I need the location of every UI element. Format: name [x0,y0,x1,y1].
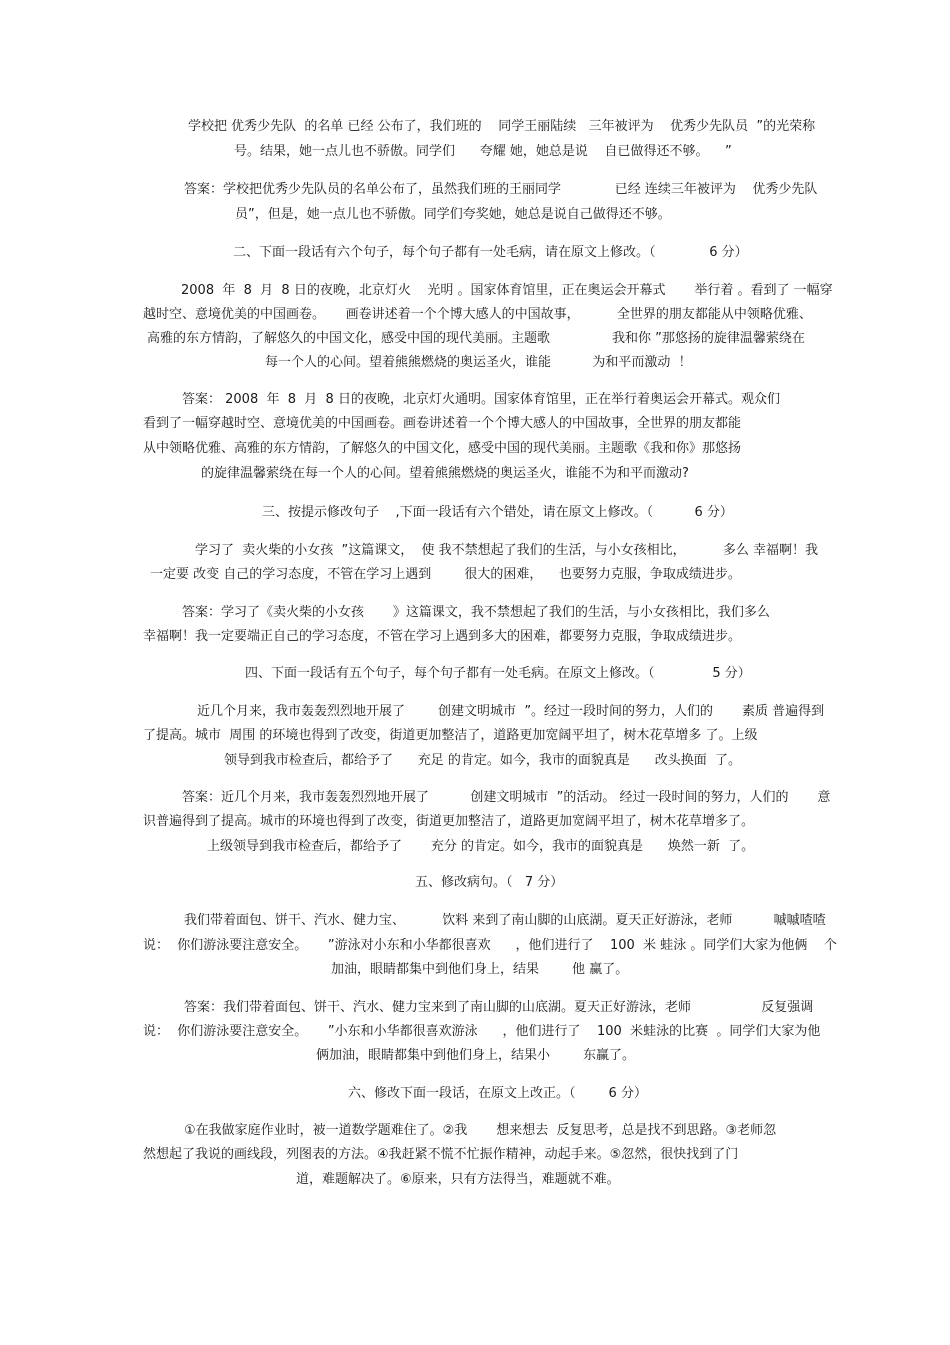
text-line: 的旋律温馨萦绕在每一个人的心间。望着熊熊燃烧的奥运圣火，谁能不为和平而激动? [201,466,689,481]
text-line: 道，难题解决了。⑥原来，只有方法得当，难题就不难。 [296,1172,620,1187]
text-line: 近几个月来，我市轰轰烈烈地开展了 创建文明城市 ”。经过一段时间的努力，人们的 素质 普遍得到 [197,704,825,719]
text-line: 2008 年 8 月 8 日的夜晚，北京灯火 光明 。国家体育馆里，正在奥运会开幕式 举行着 。看到了 一幅穿 [181,283,833,298]
text-line: 号。结果，她一点儿也不骄傲。同学们 夸耀 她，她总是说 自已做得还不够。 ” [234,144,732,159]
text-line: 我们带着面包、饼干、汽水、健力宝、 饮料 来到了南山脚的山底湖。夏天正好游泳，老师 嘁嘁喳喳 [184,913,826,928]
text-line: ①在我做家庭作业时，被一道数学题难住了。②我 想来想去 反复思考，总是找不到思路。③老师忽 [184,1123,777,1138]
text-line: 俩加油，眼睛都集中到他们身上，结果小 东赢了。 [316,1048,636,1063]
text-line: 答案： 2008 年 8 月 8 日的夜晚，北京灯火通明。国家体育馆里，正在举行着奥运会开幕式。观众们 [182,392,780,407]
text-line: 一定要 改变 自己的学习态度，不管在学习上遇到 很大的困难， 也要努力克服，争取成绩进步。 [150,567,741,582]
text-line: 领导到我市检查后，都给予了 充足 的肯定。如今，我市的面貌真是 改头换面 了。 [224,753,741,768]
text-line: 越时空、意境优美的中国画卷。 画卷讲述着一个个博大感人的中国故事， 全世界的朋友都能从中领略优雅、 [143,307,812,322]
text-line: 答案：学校把优秀少先队员的名单公布了，虽然我们班的王丽同学 已经 连续三年被评为 优秀少先队 [184,182,818,197]
text-line: 然想起了我说的画线段，列图表的方法。④我赶紧不慌不忙振作精神，动起手来。⑤忽然，很快找到了门 [143,1147,739,1162]
text-line: 了提高。城市 周围 的环境也得到了改变，街道更加整洁了，道路更加宽阔平坦了，树木花草增多 了。上级 [143,728,758,743]
section-heading: 五、修改病句。（ 7 分） [415,875,564,890]
text-line: 答案：近几个月来，我市轰轰烈烈地开展了 创建文明城市 ”的活动。 经过一段时间的努力，人们的 意 [182,790,831,805]
text-line: 学习了 卖火柴的小女孩 ”这篇课文， 使 我不禁想起了我们的生活，与小女孩相比， 多么 幸福啊！我 [195,543,818,558]
text-line: 每一个人的心间。望着熊熊燃烧的奥运圣火，谁能 为和平而激动 ！ [265,355,692,370]
text-line: 答案：学习了《卖火柴的小女孩 》这篇课文，我不禁想起了我们的生活，与小女孩相比，我们多么 [182,605,770,620]
section-heading: 六、修改下面一段话，在原文上改正。（ 6 分） [348,1086,647,1101]
text-line: 高雅的东方情韵，了解悠久的中国文化，感受中国的现代美丽。主题歌 我和你 ”那悠扬的旋律温馨萦绕在 [147,331,805,346]
text-line: 上级领导到我市检查后，都给予了 充分 的肯定。如今，我市的面貌真是 焕然一新 了。 [207,839,755,854]
text-line: 加油，眼睛都集中到他们身上，结果 他 赢了。 [331,962,629,977]
text-line: 从中领略优雅、高雅的东方情韵，了解悠久的中国文化，感受中国的现代美丽。主题歌《我和你》那悠扬 [143,441,742,456]
section-heading: 四、下面一段话有五个句子，每个句子都有一处毛病。在原文上修改。（ 5 分） [245,666,751,681]
text-line: 员”，但是，她一点儿也不骄傲。同学们夸奖她，她总是说自己做得还不够。 [235,207,671,222]
section-heading: 三、按提示修改句子 ,下面一段话有六个错处，请在原文上修改。（ 6 分） [262,505,733,520]
text-line: 识普遍得到了提高。城市的环境也得到了改变，街道更加整洁了，道路更加宽阔平坦了，树木花草增多了。 [143,814,755,829]
text-line: 看到了一幅穿越时空、意境优美的中国画卷。画卷讲述着一个个博大感人的中国故事，全世界的朋友都能 [143,416,742,431]
text-line: 说： 你们游泳要注意安全。 ”游泳对小东和小华都很喜欢 ，他们进行了 100 米 蛙泳 。同学们大家为他俩 个 [143,938,837,953]
section-heading: 二、下面一段话有六个句子，每个句子都有一处毛病，请在原文上修改。（ 6 分） [233,245,748,260]
text-line: 答案：我们带着面包、饼干、汽水、健力宝来到了南山脚的山底湖。夏天正好游泳，老师 反复强调 [184,1000,814,1015]
text-line: 学校把 优秀少先队 的名单 已经 公布了，我们班的 同学王丽陆续 三年被评为 优秀少先队员 ”的光荣称 [188,119,816,134]
text-line: 幸福啊！我一定要端正自己的学习态度，不管在学习上遇到多大的困难，都要努力克服，争取成绩进步。 [143,629,742,644]
text-line: 说： 你们游泳要注意安全。 ”小东和小华都很喜欢游泳 ，他们进行了 100 米蛙泳的比赛 。同学们大家为他 [143,1024,821,1039]
